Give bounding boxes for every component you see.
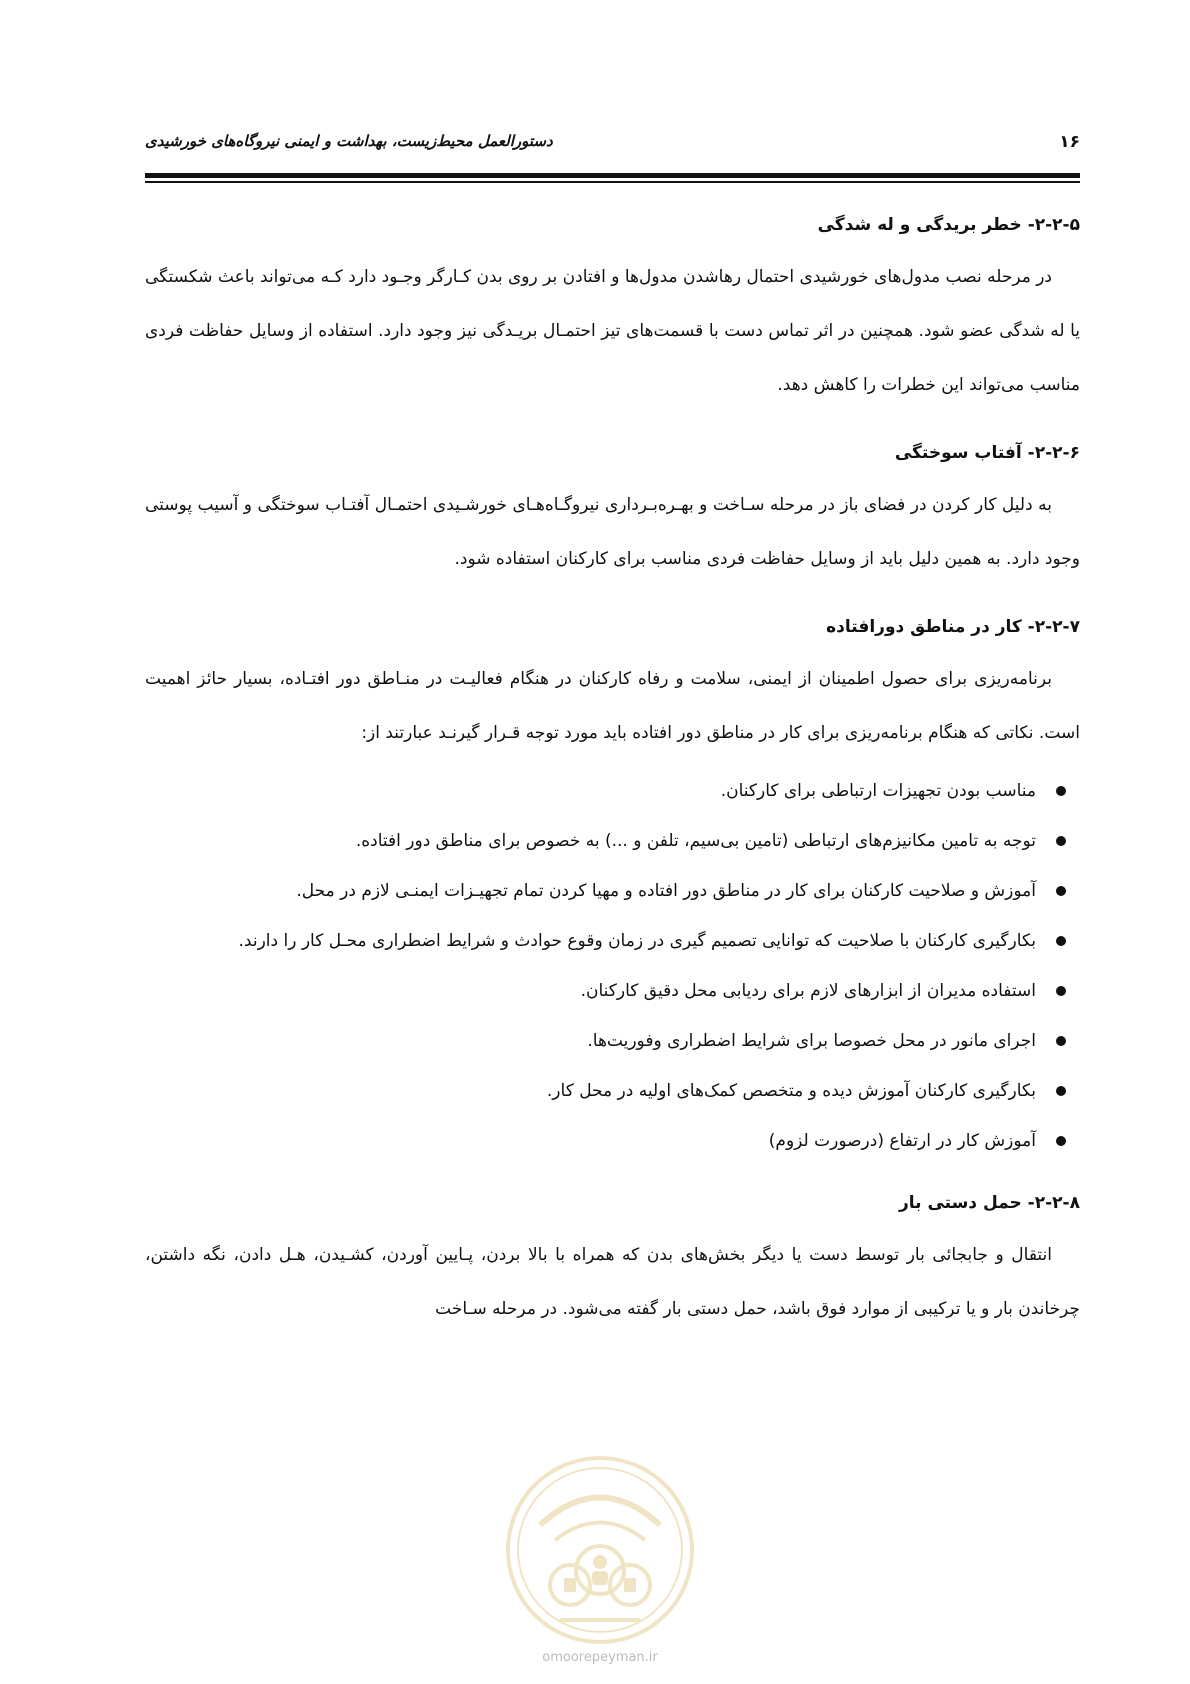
list-item-text: بکارگیری کارکنان با صلاحیت که توانایی تصمیم گیری در زمان وقوع حوادث و شرایط اضطراری محـل کار را دارند. (238, 931, 1036, 951)
list-item (145, 1116, 1036, 1166)
bullet-icon (1056, 786, 1066, 796)
bullet-icon (1056, 886, 1066, 896)
running-header (145, 132, 1080, 164)
bullet-icon (1056, 986, 1066, 996)
list-item-text: توجه به تامین مکانیزم‌های ارتباطی (تامین بی‌سیم، تلفن و ...) به خصوص برای مناطق دور افتاده. (355, 831, 1036, 851)
section-paragraph-5: در مرحله نصب مدول‌های خورشیدی احتمال رهاشدن مدول‌ها و افتادن بر روی بدن کـارگر وجـود دارد کـه می‌تواند باعث شکستگی یا له شدگی عضو شود. همچنین در اثر تماس دست با قسمت‌های تیز احتمـال بریـدگی نیز وجود دارد. استفاده از وسایل حفاظت فردی مناسب می‌تواند این خطرات را کاهش دهد. (144, 267, 1080, 395)
list-item (145, 966, 1036, 1016)
section-heading-7: ۲-۲-۷- کار در مناطق دورافتاده (826, 617, 1080, 637)
section-paragraph-8: انتقال و جابجائی بار توسط دست یا دیگر بخش‌های بدن که همراه با بالا بردن، پـایین آوردن، کشـیدن، هـل دادن، نگه داشتن، چرخاندن بار و یا ترکیبی از موارد فوق باشد، حمل دستی بار گفته می‌شود. در مرحله سـاخت (145, 1245, 1080, 1319)
section-paragraph-6: به دلیل کار کردن در فضای باز در مرحله سـاخت و بهـره‌بـرداری نیروگـاه‌هـای خورشـیدی احتمـال آفتـاب سوختگی و آسیب پوستی وجود دارد. به همین دلیل باید از وسایل حفاظت فردی مناسب برای کارکنان استفاده شود. (145, 495, 1080, 569)
list-item (145, 1016, 1036, 1066)
header-rule-thin (145, 181, 1080, 183)
section-heading-6: ۲-۲-۶- آفتاب سوختگی (894, 443, 1080, 463)
bullet-icon (1056, 1136, 1066, 1146)
list-item (145, 866, 1036, 916)
section-heading-5: ۲-۲-۵- خطر بریدگی و له شدگی (817, 215, 1080, 235)
list-item-text: بکارگیری کارکنان آموزش دیده و متخصص کمک‌های اولیه در محل کار. (546, 1081, 1036, 1101)
bullet-list (145, 766, 1080, 1166)
bullet-icon (1056, 836, 1066, 846)
header-rule-thick (145, 173, 1080, 178)
list-item-text: استفاده مدیران از ابزارهای لازم برای ردیابی محل دقیق کارکنان. (580, 981, 1036, 1001)
header-title: دستورالعمل محیط‌زیست، بهداشت و ایمنی نیروگاه‌های خورشیدی (145, 132, 553, 150)
list-item (145, 1066, 1036, 1116)
bullet-icon (1056, 936, 1066, 946)
bullet-icon (1056, 1086, 1066, 1096)
list-item-text: مناسب بودن تجهیزات ارتباطی برای کارکنان. (720, 781, 1036, 801)
section-heading-8: ۲-۲-۸- حمل دستی بار (898, 1193, 1080, 1213)
list-item (145, 816, 1036, 866)
list-item (145, 766, 1036, 816)
list-item (145, 916, 1036, 966)
section-paragraph-7: برنامه‌ریزی برای حصول اطمینان از ایمنی، سلامت و رفاه کارکنان در هنگام فعالیـت در منـاطق دور افتـاده، بسیار حائز اهمیت است. نکاتی که هنگام برنامه‌ریزی برای کار در مناطق دور افتاده باید مورد توجه قـرار گیرنـد عبارتند از: (145, 669, 1080, 743)
page-number: ۱۶ (1059, 132, 1080, 152)
list-item-text: آموزش و صلاحیت کارکنان برای کار در مناطق دور افتاده و مهیا کردن تمام تجهیـزات ایمنـی لازم در محل. (296, 881, 1036, 901)
page-body (145, 210, 1080, 1362)
watermark-url: omoorepeyman.ir (542, 1650, 658, 1665)
watermark-seal-icon (500, 1450, 700, 1650)
bullet-icon (1056, 1036, 1066, 1046)
list-item-text: اجرای مانور در محل خصوصا برای شرایط اضطراری وفوریت‌ها. (587, 1031, 1036, 1051)
list-item-text: آموزش کار در ارتفاع (درصورت لزوم) (768, 1131, 1036, 1151)
